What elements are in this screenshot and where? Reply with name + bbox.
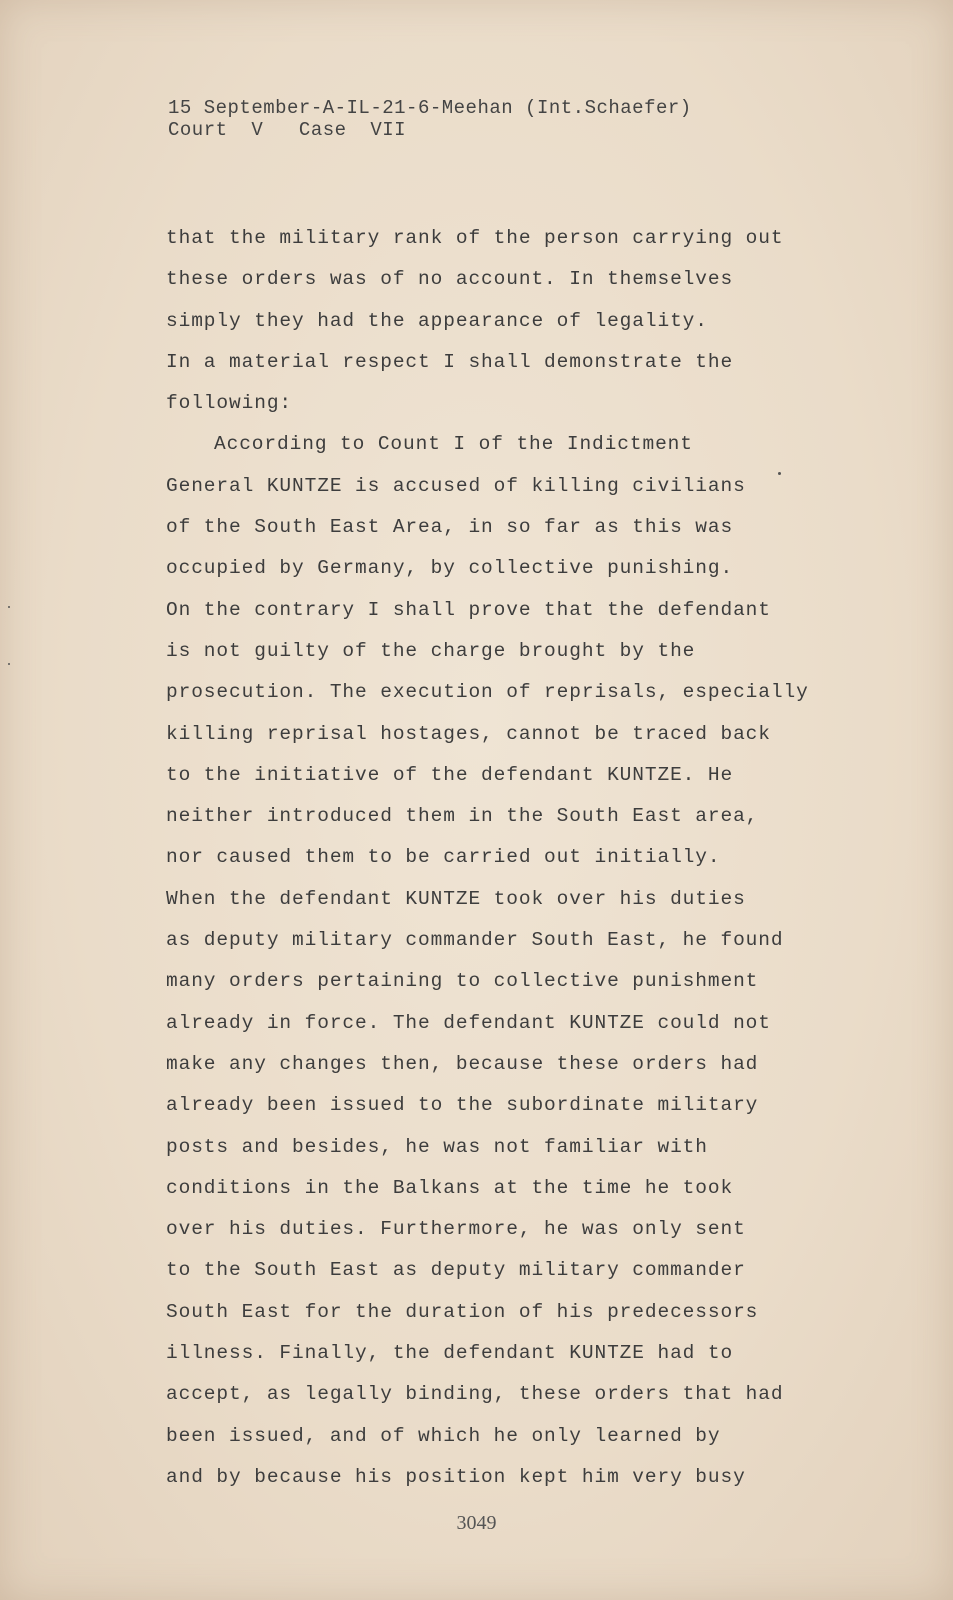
body-line: following: <box>166 392 293 415</box>
body-line: According to Count I of the Indictment <box>214 433 693 456</box>
body-line: nor caused them to be carried out initially. <box>166 846 721 869</box>
body-line: many orders pertaining to collective punishment <box>166 970 759 993</box>
body-line: illness. Finally, the defendant KUNTZE had to <box>166 1342 734 1365</box>
paper-speck <box>8 606 10 608</box>
body-line: When the defendant KUNTZE took over his duties <box>166 887 746 910</box>
body-line: On the contrary I shall prove that the defendant <box>166 598 771 621</box>
body-line: these orders was of no account. In themselves <box>166 268 734 291</box>
body-line: killing reprisal hostages, cannot be traced back <box>166 722 771 745</box>
body-line: that the military rank of the person carrying out <box>166 227 784 249</box>
body-line: already been issued to the subordinate military <box>166 1094 759 1117</box>
body-line: conditions in the Balkans at the time he took <box>166 1176 734 1199</box>
body-line: simply they had the appearance of legality. <box>166 309 708 332</box>
document-body <box>166 218 866 1498</box>
paper-speck <box>8 663 10 665</box>
body-line: make any changes then, because these orders had <box>166 1052 759 1075</box>
body-line: as deputy military commander South East, he found <box>166 929 784 952</box>
body-line: been issued, and of which he only learned by <box>166 1424 721 1447</box>
body-line: to the South East as deputy military commander <box>166 1259 746 1282</box>
body-line: In a material respect I shall demonstrate the <box>166 350 734 373</box>
document-header <box>168 97 692 141</box>
body-line: prosecution. The execution of reprisals, especially <box>166 681 809 704</box>
body-line: of the South East Area, in so far as this was <box>166 516 734 539</box>
body-line: occupied by Germany, by collective punishing. <box>166 557 734 580</box>
body-line: to the initiative of the defendant KUNTZE. He <box>166 763 734 786</box>
body-line: already in force. The defendant KUNTZE could not <box>166 1011 771 1034</box>
body-line: posts and besides, he was not familiar with <box>166 1135 708 1158</box>
page-number: 3049 <box>456 1512 497 1534</box>
body-line: accept, as legally binding, these orders that had <box>166 1383 784 1406</box>
body-line: General KUNTZE is accused of killing civilians <box>166 474 746 497</box>
body-line: neither introduced them in the South East area, <box>166 805 759 828</box>
body-line: is not guilty of the charge brought by the <box>166 639 696 662</box>
paper-speck <box>778 472 781 475</box>
header-line-1: 15 September-A-IL-21-6-Meehan (Int.Schaefer) <box>168 97 692 119</box>
body-line: and by because his position kept him very busy <box>166 1465 746 1488</box>
body-line: South East for the duration of his predecessors <box>166 1300 759 1323</box>
header-line-2: Court V Case VII <box>168 119 407 141</box>
body-line: over his duties. Furthermore, he was only sent <box>166 1218 746 1241</box>
